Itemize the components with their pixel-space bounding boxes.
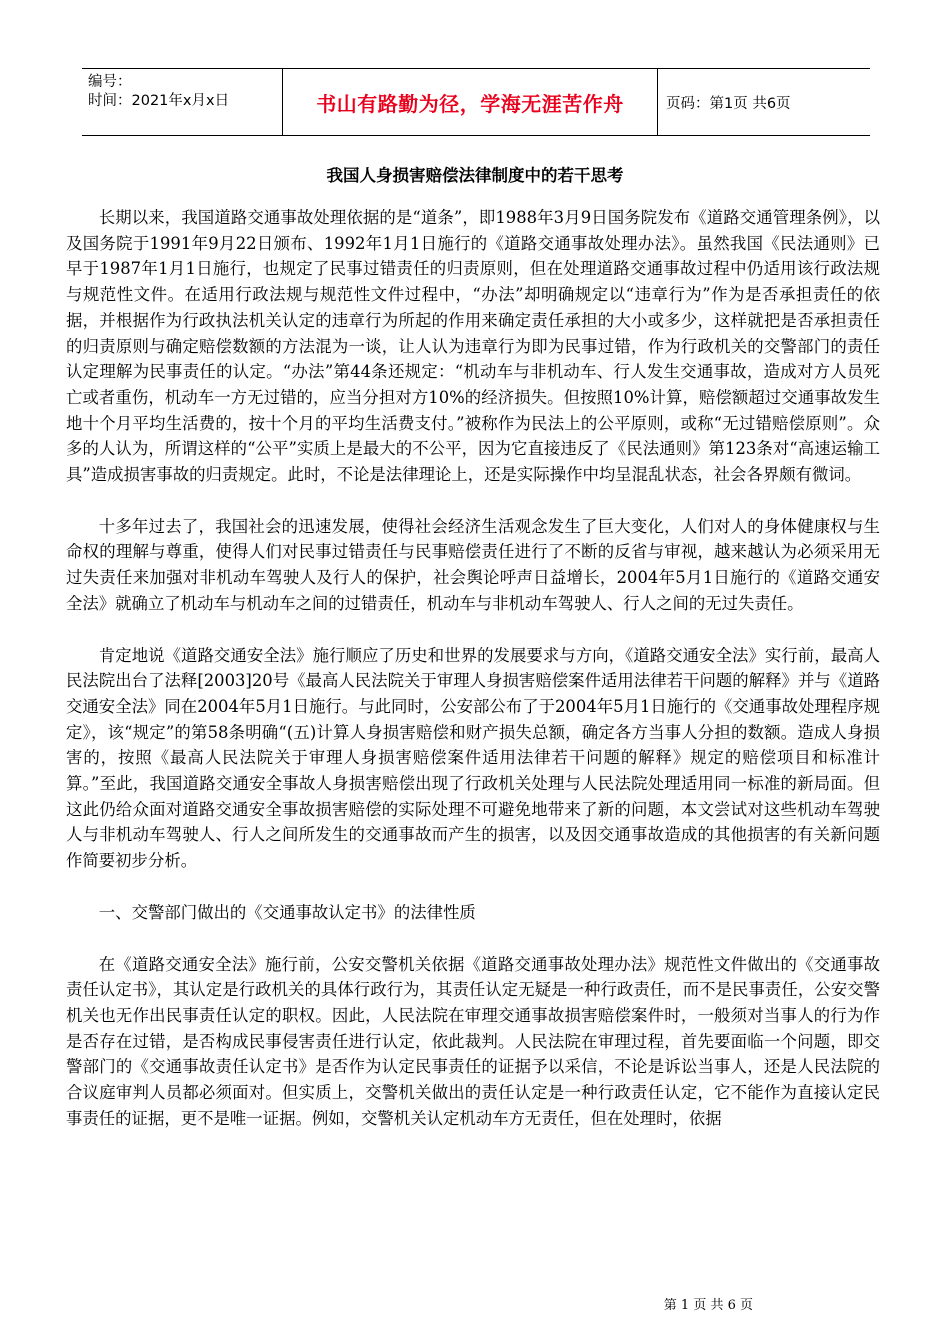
document-body (66, 205, 880, 1158)
body-paragraph: 在《道路交通安全法》施行前，公安交警机关依据《道路交通事故处理办法》规范性文件做出的《交通事故责任认定书》，其认定是行政机关的具体行政行为，其责任认定无疑是一种行政责任，而不是民事责任，公安交警机关也无作出民事责任认定的职权。因此，人民法院在审理交通事故损害赔偿案件时，一般须对当事人的行为作是否存在过错，是否构成民事侵害责任进行认定，依此裁判。人民法院在审理过程，首先要面临一个问题，即交警部门的《交通事故责任认定书》是否作为认定民事责任的证据予以采信，不论是诉讼当事人，还是人民法院的合议庭审判人员都必须面对。但实质上，交警机关做出的责任认定是一种行政责任认定，它不能作为直接认定民事责任的证据，更不是唯一证据。例如，交警机关认定机动车方无责任，但在处理时，依据 (66, 954, 880, 1128)
header-page-info: 页码：第1页 共6页 (666, 95, 791, 112)
body-paragraph: 十多年过去了，我国社会的迅速发展，使得社会经济生活观念发生了巨大变化，人们对人的身体健康权与生命权的理解与尊重，使得人们对民事过错责任与民事赔偿责任进行了不断的反省与审视，越来越认为必须采用无过失责任来加强对非机动车驾驶人及行人的保护，社会舆论呼声日益增长，2004年5月1日施行的《道路交通安全法》就确立了机动车与机动车之间的过错责任，机动车与非机动车驾驶人、行人之间的无过失责任。 (66, 516, 880, 613)
body-paragraph: 长期以来，我国道路交通事故处理依据的是“道条”，即1988年3月9日国务院发布《道路交通管理条例》，以及国务院于1991年9月22日颁布、1992年1月1日施行的《道路交通事故处理办法》。虽然我国《民法通则》已早于1987年1月1日施行，也规定了民事过错责任的归责原则，但在处理道路交通事故过程中仍适用该行政法规与规范性文件。在适用行政法规与规范性文件过程中，“办法”却明确规定以“违章行为”作为是否承担责任的依据，并根据作为行政执法机关认定的违章行为所起的作用来确定责任承担的大小或多少，这样就把是否承担责任的归责原则与确定赔偿数额的方法混为一谈，让人认为违章行为即为民事过错，作为行政机关的交警部门的责任认定理解为民事责任的认定。“办法”第44条还规定：“机动车与非机动车、行人发生交通事故，造成对方人员死亡或者重伤，机动车一方无过错的，应当分担对方10%的经济损失。但按照10%计算，赔偿额超过交通事故发生地十个月平均生活费的，按十个月的平均生活费支付。”被称作为民法上的公平原则，或称“无过错赔偿原则”。众多的人认为，所谓这样的“公平”实质上是最大的不公平，因为它直接违反了《民法通则》第123条对“高速运输工具”造成损害事故的归责规定。此时，不论是法律理论上，还是实际操作中均呈混乱状态，社会各界颇有微词。 (66, 208, 880, 485)
document-time-label: 时间：2021年x月x日 (88, 93, 230, 109)
document-number-label: 编号： (88, 74, 132, 90)
document-header (82, 68, 870, 136)
body-paragraph: 肯定地说《道路交通安全法》施行顺应了历史和世界的发展要求与方向，《道路交通安全法》实行前，最高人民法院出台了法释[2003]20号《最高人民法院关于审理人身损害赔偿案件适用法律若干问题的解释》并与《道路交通安全法》同在2004年5月1日施行。与此同时，公安部公布了于2004年5月1日施行的《交通事故处理程序规定》，该“规定”的第58条明确“(五)计算人身损害赔偿和财产损失总额，确定各方当事人分担的数额。造成人身损害的，按照《最高人民法院关于审理人身损害赔偿案件适用法律若干问题的解释》规定的赔偿项目和标准计算。”至此，我国道路交通安全事故人身损害赔偿出现了行政机关处理与人民法院处理适用同一标准的新局面。但这此仍给众面对道路交通安全事故损害赔偿的实际处理不可避免地带来了新的问题，本文尝试对这些机动车驾驶人与非机动车驾驶人、行人之间所发生的交通事故而产生的损害，以及因交通事故造成的其他损害的有关新问题作简要初步分析。 (66, 645, 880, 871)
section-heading: 一、交警部门做出的《交通事故认定书》的法律性质 (98, 902, 476, 922)
page-footer: 第 1 页 共 6 页 (663, 1298, 753, 1313)
header-meta (88, 73, 278, 111)
header-divider (657, 69, 658, 135)
header-motto: 书山有路勤为径，学海无涯苦作舟 (316, 91, 624, 116)
document-title: 我国人身损害赔偿法律制度中的若干思考 (326, 166, 624, 185)
